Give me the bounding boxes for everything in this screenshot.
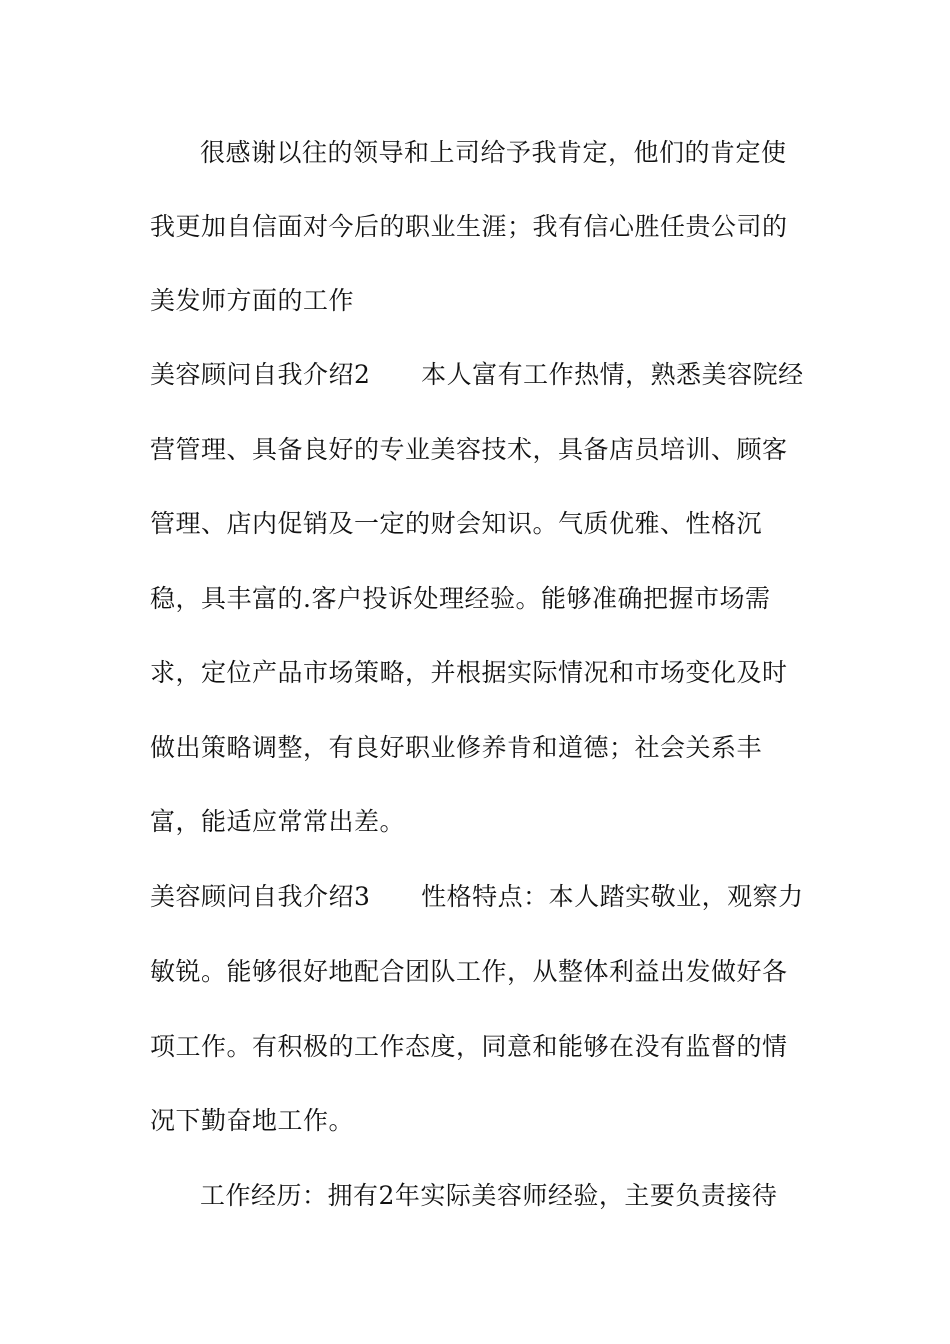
text-line: 工作经历：拥有2年实际美容师经验，主要负责接待 (200, 1181, 778, 1210)
section-heading-line: 美容顾问自我介绍2 本人富有工作热情，熟悉美容院经 (150, 360, 804, 389)
text-line: 富，能适应常常出差。 (150, 807, 406, 836)
text-line: 营管理、具备良好的专业美容技术，具备店员培训、顾客 (150, 435, 788, 464)
text-line: 我更加自信面对今后的职业生涯；我有信心胜任贵公司的 (150, 212, 788, 241)
text-line: 敏锐。能够很好地配合团队工作，从整体利益出发做好各 (150, 957, 788, 986)
text-line: 求，定位产品市场策略，并根据实际情况和市场变化及时 (150, 658, 788, 687)
section-heading-line: 美容顾问自我介绍3 性格特点：本人踏实敬业，观察力 (150, 882, 804, 911)
text-line: 很感谢以往的领导和上司给予我肯定，他们的肯定使 (200, 138, 787, 167)
text-line: 稳，具丰富的.客户投诉处理经验。能够准确把握市场需 (150, 584, 771, 613)
text-line: 况下勤奋地工作。 (150, 1106, 355, 1135)
text-line: 管理、店内促销及一定的财会知识。气质优雅、性格沉 (150, 509, 763, 538)
text-line: 项工作。有积极的工作态度，同意和能够在没有监督的情 (150, 1032, 788, 1061)
text-line: 做出策略调整，有良好职业修养肯和道德；社会关系丰 (150, 733, 763, 762)
text-line: 美发师方面的工作 (150, 286, 355, 315)
